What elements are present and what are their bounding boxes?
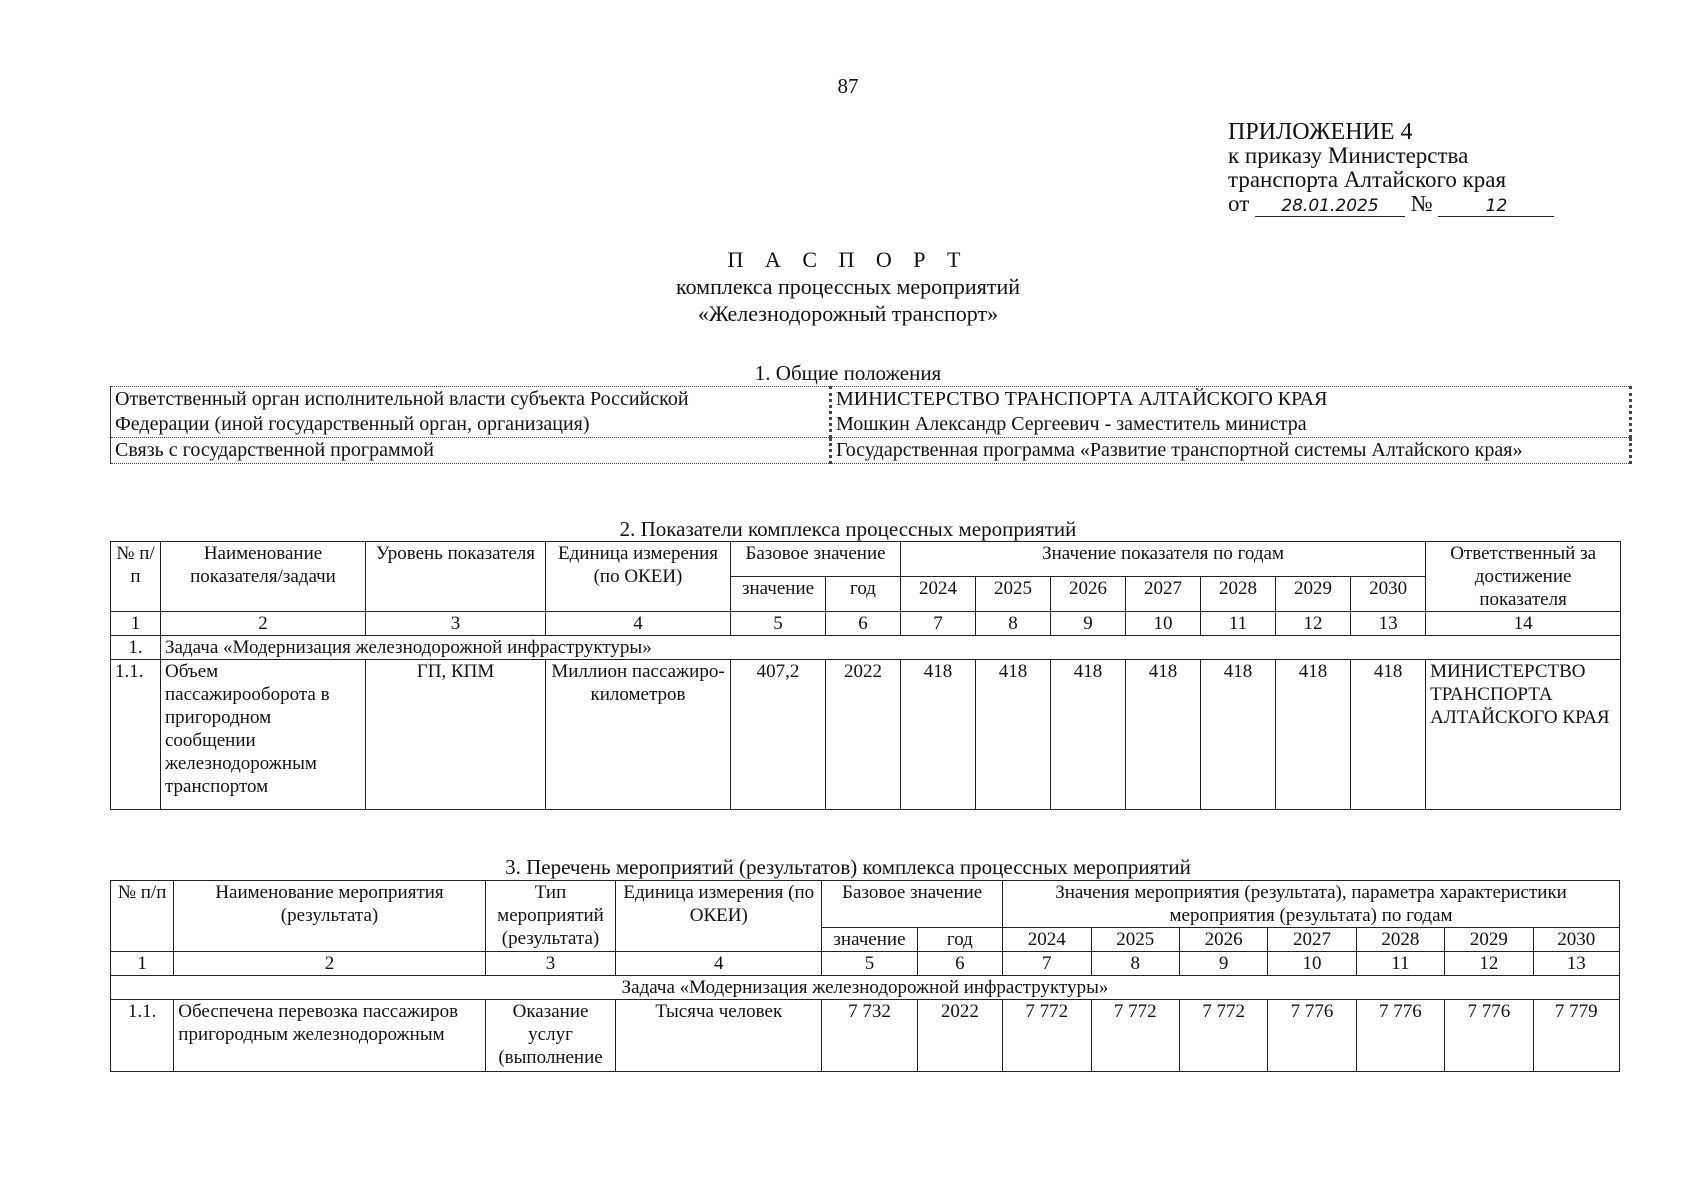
activities-table (110, 880, 1620, 1072)
indicator-name: Объем пассажирооборота в пригородном сообщении железнодорожным транспортом (161, 660, 366, 810)
program-link-value: Государственная программа «Развитие транспортной системы Алтайского края» (831, 438, 1631, 464)
activity-value: 7 776 (1445, 1000, 1533, 1072)
header-base-year: год (917, 928, 1002, 952)
indicator-base-value: 407,2 (731, 660, 826, 810)
header-year: 2027 (1126, 577, 1201, 612)
header-year: 2029 (1445, 928, 1533, 952)
column-number: 10 (1126, 612, 1201, 636)
column-number: 4 (546, 612, 731, 636)
responsible-label (111, 387, 831, 438)
passport-heading (0, 246, 1696, 327)
responsible-label-line-2: Федерации (иной государственный орган, организация) (115, 413, 590, 435)
task-title: Задача «Модернизация железнодорожной инфраструктуры» (111, 976, 1620, 1000)
appendix-line-1: к приказу Министерства (1228, 143, 1469, 168)
number-prefix: № (1410, 191, 1433, 216)
activity-value: 7 779 (1533, 1000, 1619, 1072)
header-year: 2028 (1356, 928, 1444, 952)
column-number: 6 (917, 952, 1002, 976)
column-number: 13 (1351, 612, 1426, 636)
column-number: 10 (1268, 952, 1356, 976)
section-2-title: 2. Показатели комплекса процессных мероприятий (619, 517, 1077, 541)
header-base-value: значение (731, 577, 826, 612)
column-number-row (111, 952, 1620, 976)
column-number: 11 (1201, 612, 1276, 636)
column-number: 14 (1426, 612, 1621, 636)
activity-name: Обеспечена перевозка пассажиров пригородным железнодорожным (174, 1000, 485, 1072)
responsible-person: Мошкин Александр Сергеевич - заместитель министра (836, 413, 1307, 435)
column-number: 6 (826, 612, 901, 636)
activity-value: 7 772 (1179, 1000, 1267, 1072)
general-info-table (110, 386, 1632, 464)
header-base: Базовое значение (731, 542, 901, 577)
section-3-title: 3. Перечень мероприятий (результатов) комплекса процессных мероприятий (505, 855, 1191, 879)
responsible-label-line-1: Ответственный орган исполнительной власти субъекта Российской (115, 388, 689, 410)
indicator-value: 418 (1276, 660, 1351, 810)
indicator-row (111, 660, 1621, 810)
column-number: 1 (111, 612, 161, 636)
activity-value: 7 776 (1268, 1000, 1356, 1072)
indicators-table (110, 541, 1621, 810)
activity-value: 7 772 (1091, 1000, 1179, 1072)
header-year: 2025 (1091, 928, 1179, 952)
passport-subtitle-2: «Железнодорожный транспорт» (697, 301, 999, 326)
general-info-row (111, 438, 1631, 464)
header-unit: Единица измерения (по ОКЕИ) (616, 881, 822, 952)
header-year: 2030 (1533, 928, 1619, 952)
appendix-date-line (1228, 192, 1554, 217)
appendix-title: ПРИЛОЖЕНИЕ 4 (1228, 119, 1413, 145)
column-number: 7 (901, 612, 976, 636)
column-number: 12 (1445, 952, 1533, 976)
activity-num: 1.1. (111, 1000, 174, 1072)
indicator-level: ГП, КПМ (366, 660, 546, 810)
number-signature: 12 (1438, 196, 1554, 217)
activity-row (111, 1000, 1620, 1072)
date-signature: 28.01.2025 (1255, 196, 1405, 217)
header-year: 2024 (1003, 928, 1091, 952)
column-number: 8 (1091, 952, 1179, 976)
appendix-line-2: транспорта Алтайского края (1228, 167, 1507, 192)
column-number: 3 (485, 952, 616, 976)
indicator-unit: Миллион пассажиро-километров (546, 660, 731, 810)
header-base: Базовое значение (822, 881, 1003, 928)
header-year: 2029 (1276, 577, 1351, 612)
task-num: 1. (111, 636, 161, 660)
header-unit: Единица измерения (по ОКЕИ) (546, 542, 731, 612)
general-info-row (111, 387, 1631, 438)
activity-base-value: 7 732 (822, 1000, 917, 1072)
header-year: 2026 (1179, 928, 1267, 952)
activity-unit: Тысяча человек (616, 1000, 822, 1072)
task-title: Задача «Модернизация железнодорожной инфраструктуры» (161, 636, 1621, 660)
column-number: 4 (616, 952, 822, 976)
indicator-responsible: МИНИСТЕРСТВО ТРАНСПОРТА АЛТАЙСКОГО КРАЯ (1426, 660, 1621, 810)
column-number: 9 (1179, 952, 1267, 976)
header-responsible: Ответственный за достижение показателя (1426, 542, 1621, 612)
indicator-value: 418 (976, 660, 1051, 810)
header-year: 2027 (1268, 928, 1356, 952)
indicator-value: 418 (1351, 660, 1426, 810)
header-year: 2024 (901, 577, 976, 612)
header-num: № п/п (111, 881, 174, 952)
header-name: Наименование показателя/задачи (161, 542, 366, 612)
header-base-value: значение (822, 928, 917, 952)
column-number: 11 (1356, 952, 1444, 976)
indicator-value: 418 (1201, 660, 1276, 810)
column-number: 5 (822, 952, 917, 976)
activity-base-year: 2022 (917, 1000, 1002, 1072)
header-type: Тип мероприятий (результата) (485, 881, 616, 952)
header-level: Уровень показателя (366, 542, 546, 612)
task-row (111, 636, 1621, 660)
passport-title: П А С П О Р Т (727, 247, 969, 272)
header-by-years: Значения мероприятия (результата), параметра характеристики мероприятия (результата) по годам (1003, 881, 1620, 928)
indicator-base-year: 2022 (826, 660, 901, 810)
column-number: 7 (1003, 952, 1091, 976)
column-number: 9 (1051, 612, 1126, 636)
indicator-value: 418 (1051, 660, 1126, 810)
column-number: 3 (366, 612, 546, 636)
date-prefix: от (1228, 191, 1250, 216)
responsible-org: МИНИСТЕРСТВО ТРАНСПОРТА АЛТАЙСКОГО КРАЯ (836, 388, 1328, 410)
column-number: 5 (731, 612, 826, 636)
activity-value: 7 776 (1356, 1000, 1444, 1072)
header-name: Наименование мероприятия (результата) (174, 881, 485, 952)
task-row (111, 976, 1620, 1000)
header-year: 2028 (1201, 577, 1276, 612)
responsible-value (831, 387, 1631, 438)
program-link-label: Связь с государственной программой (111, 438, 831, 464)
appendix-block (1228, 120, 1554, 217)
section-1-title: 1. Общие положения (754, 361, 942, 385)
column-number: 12 (1276, 612, 1351, 636)
header-row (111, 881, 1620, 928)
indicator-value: 418 (901, 660, 976, 810)
indicator-num: 1.1. (111, 660, 161, 810)
header-year: 2026 (1051, 577, 1126, 612)
header-base-year: год (826, 577, 901, 612)
activity-type: Оказание услуг (выполнение (485, 1000, 616, 1072)
column-number: 2 (174, 952, 485, 976)
activity-value: 7 772 (1003, 1000, 1091, 1072)
header-by-years: Значение показателя по годам (901, 542, 1426, 577)
indicator-value: 418 (1126, 660, 1201, 810)
column-number: 13 (1533, 952, 1619, 976)
header-num: № п/п (111, 542, 161, 612)
header-year: 2030 (1351, 577, 1426, 612)
column-number: 8 (976, 612, 1051, 636)
passport-subtitle-1: комплекса процессных мероприятий (676, 274, 1020, 299)
column-number-row (111, 612, 1621, 636)
column-number: 1 (111, 952, 174, 976)
page-number: 87 (837, 74, 859, 98)
column-number: 2 (161, 612, 366, 636)
header-year: 2025 (976, 577, 1051, 612)
